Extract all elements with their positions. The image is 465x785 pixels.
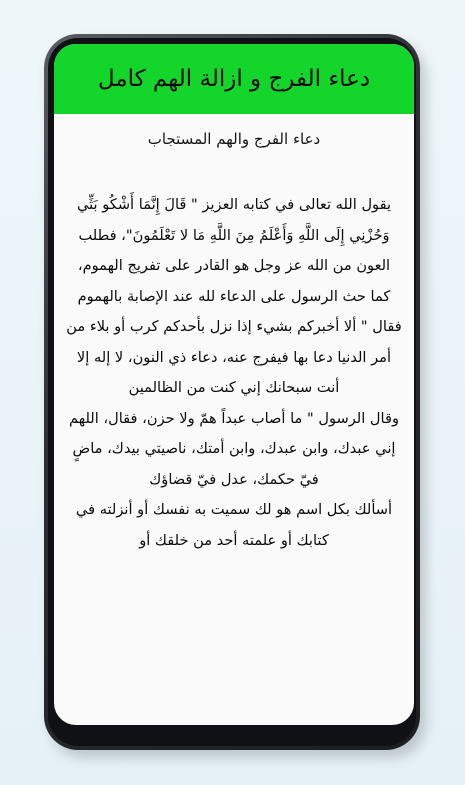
- article-paragraph: أسألك بكل اسم هو لك سميت به نفسك أو أنزلته في كتابك أو علمته أحد من خلقك أو: [75, 501, 393, 549]
- article-content[interactable]: [54, 114, 414, 556]
- app-bar: [54, 44, 414, 114]
- article-paragraph: يقول الله تعالى في كتابه العزيز " قَالَ إِنَّمَا أَشْكُو بَثِّي وَحُزْنِي إِلَى اللَّهِ وَأَعْلَمُ مِنَ اللَّهِ مَا لا تَعْلَمُونَ"، فطلب العون من الله عز وجل هو القادر على تفريج الهموم، كما حث الرسول على الدعاء لله عند الإصابة بالهموم فقال " ألا أخبركم بشيء إذا نزل بأحدكم كرب أو بلاء من أمر الدنيا دعا بها فيفرج عنه، دعاء ذي النون، لا إله إلا أنت سبحانك إني كنت من الظالمين: [66, 196, 402, 396]
- article-paragraph: وقال الرسول " ما أصاب عبداً همّ ولا حزن، فقال، اللهم إني عبدك، وابن عبدك، وابن أمتك، ناصيتي بيدك، ماضٍ فيّ حكمك، عدل فيّ قضاؤك: [69, 409, 399, 488]
- article-subtitle: دعاء الفرج والهم المستجاب: [147, 130, 321, 148]
- phone-screen: [54, 44, 414, 725]
- article-body: [66, 190, 402, 556]
- app-title: دعاء الفرج و ازالة الهم كامل: [97, 66, 371, 92]
